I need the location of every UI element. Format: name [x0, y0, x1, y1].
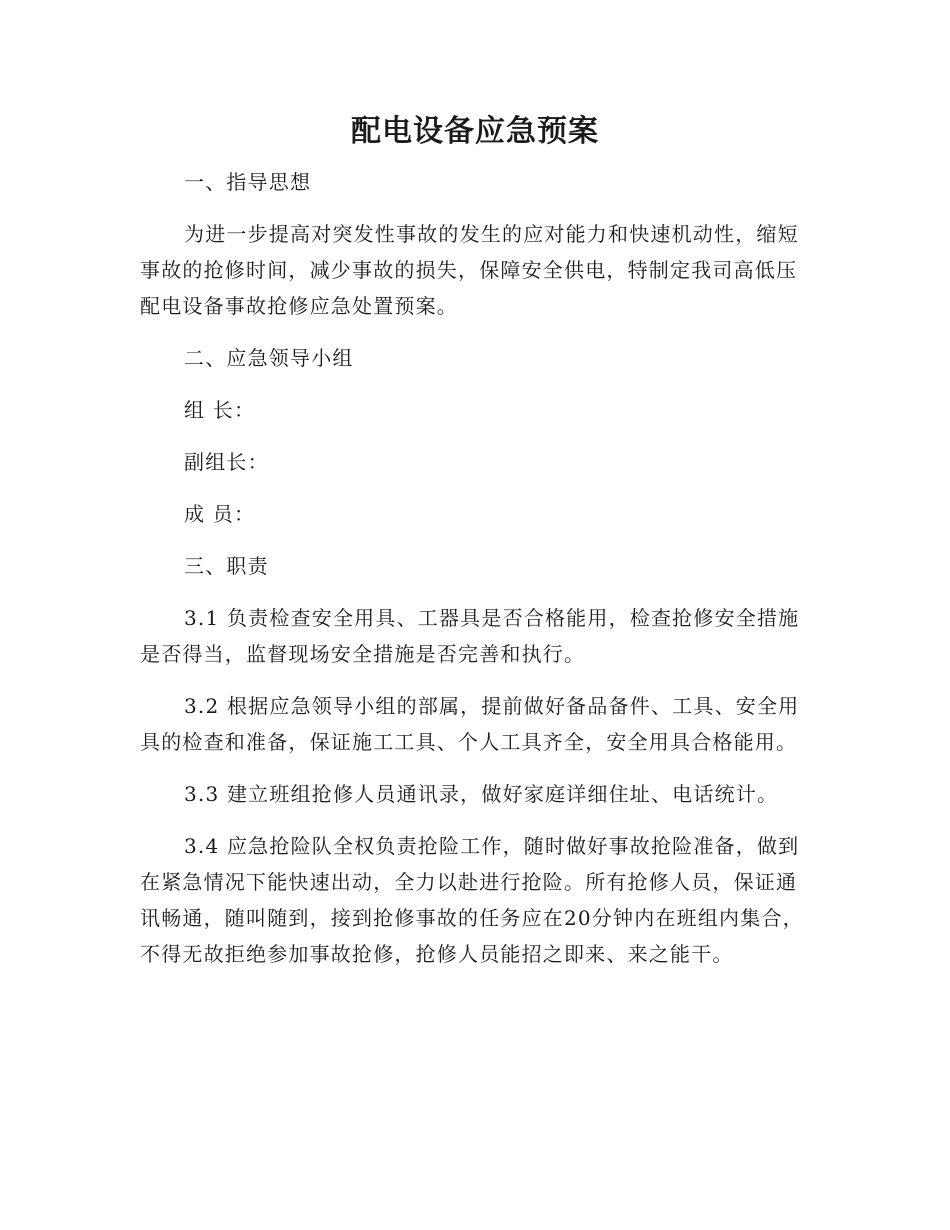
section-heading-guiding-thought: 一、指导思想: [184, 170, 312, 194]
section-heading-leadership-group: 二、应急领导小组: [184, 346, 354, 370]
document-body: [140, 164, 805, 988]
document-title: 配电设备应急预案: [351, 114, 599, 149]
role-members: 成 员：: [184, 502, 256, 526]
section-heading-duties: 三、职责: [184, 554, 269, 578]
duty-3-3: 3.3 建立班组抢修人员通讯录，做好家庭详细住址、电话统计。: [184, 782, 779, 806]
role-leader: 组 长：: [184, 398, 256, 422]
duty-3-1: 3.1 负责检查安全用具、工器具是否合格能用，检查抢修安全措施是否得当，监督现场安全措施是否完善和执行。: [140, 606, 800, 666]
role-deputy-leader: 副组长：: [184, 450, 269, 474]
duty-3-4: 3.4 应急抢险队全权负责抢险工作，随时做好事故抢险准备，做到在紧急情况下能快速出动，全力以赴进行抢险。所有抢修人员，保证通讯畅通，随叫随到，接到抢修事故的任务应在20分钟内在班组内集合，不得无故拒绝参加事故抢修，抢修人员能招之即来、来之能干。: [140, 834, 804, 966]
duty-3-2: 3.2 根据应急领导小组的部属，提前做好备品备件、工具、安全用具的检查和准备，保证施工工具、个人工具齐全，安全用具合格能用。: [140, 694, 800, 754]
paragraph-purpose: 为进一步提高对突发性事故的发生的应对能力和快速机动性，缩短事故的抢修时间，减少事故的损失，保障安全供电，特制定我司高低压配电设备事故抢修应急处置预案。: [140, 222, 799, 318]
